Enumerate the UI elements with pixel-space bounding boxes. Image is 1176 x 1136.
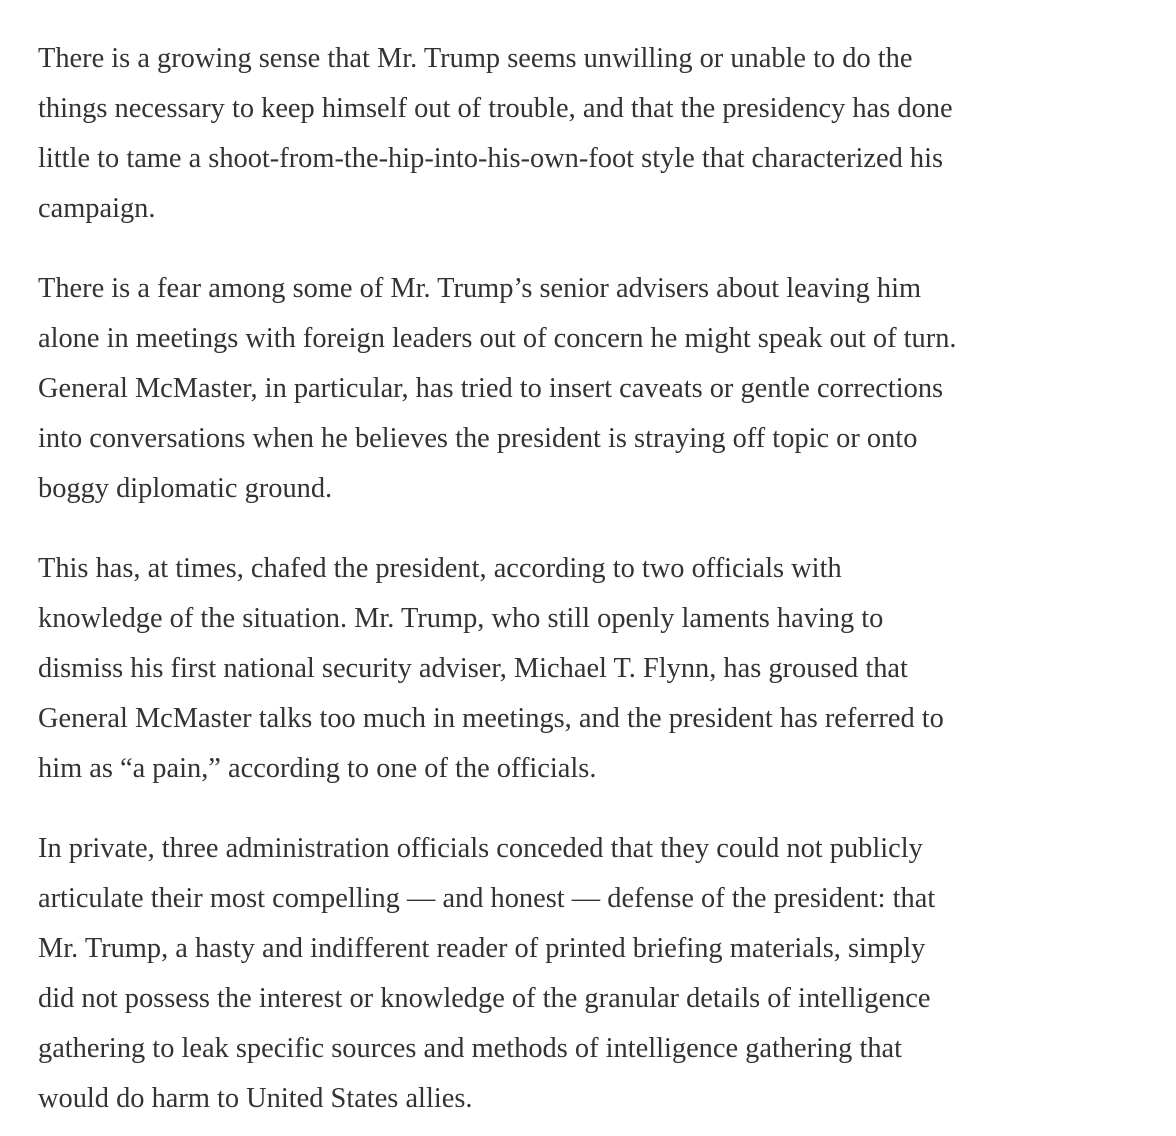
paragraph-line: General McMaster, in particular, has tried to insert caveats or gentle corrections: [38, 373, 944, 404]
paragraph-line: articulate their most compelling — and honest — defense of the president: that: [38, 883, 936, 914]
paragraph-line: There is a growing sense that Mr. Trump seems unwilling or unable to do the: [38, 43, 913, 74]
paragraph-line: Mr. Trump, a hasty and indifferent reader of printed briefing materials, simply: [38, 933, 926, 964]
article-body: [38, 34, 1158, 1124]
paragraph-line: General McMaster talks too much in meetings, and the president has referred to: [38, 703, 944, 734]
paragraph-4: [38, 824, 1158, 1124]
paragraph-line: This has, at times, chafed the president, according to two officials with: [38, 553, 842, 584]
paragraph-line: into conversations when he believes the president is straying off topic or onto: [38, 423, 918, 454]
paragraph-line: In private, three administration officials conceded that they could not publicly: [38, 833, 923, 864]
paragraph-line: campaign.: [38, 193, 156, 224]
paragraph-3: [38, 544, 1158, 794]
paragraph-line: boggy diplomatic ground.: [38, 473, 333, 504]
paragraph-line: alone in meetings with foreign leaders out of concern he might speak out of turn.: [38, 323, 957, 354]
paragraph-2: [38, 264, 1158, 514]
paragraph-line: little to tame a shoot-from-the-hip-into-his-own-foot style that characterized his: [38, 143, 944, 174]
paragraph-1: [38, 34, 1158, 234]
paragraph-line: knowledge of the situation. Mr. Trump, who still openly laments having to: [38, 603, 884, 634]
paragraph-line: There is a fear among some of Mr. Trump’s senior advisers about leaving him: [38, 273, 922, 304]
paragraph-line: gathering to leak specific sources and methods of intelligence gathering that: [38, 1033, 903, 1064]
paragraph-line: dismiss his first national security adviser, Michael T. Flynn, has groused that: [38, 653, 908, 684]
paragraph-line: him as “a pain,” according to one of the officials.: [38, 753, 597, 784]
paragraph-line: did not possess the interest or knowledge of the granular details of intelligence: [38, 983, 931, 1014]
paragraph-line: would do harm to United States allies.: [38, 1083, 473, 1114]
paragraph-line: things necessary to keep himself out of trouble, and that the presidency has done: [38, 93, 953, 124]
